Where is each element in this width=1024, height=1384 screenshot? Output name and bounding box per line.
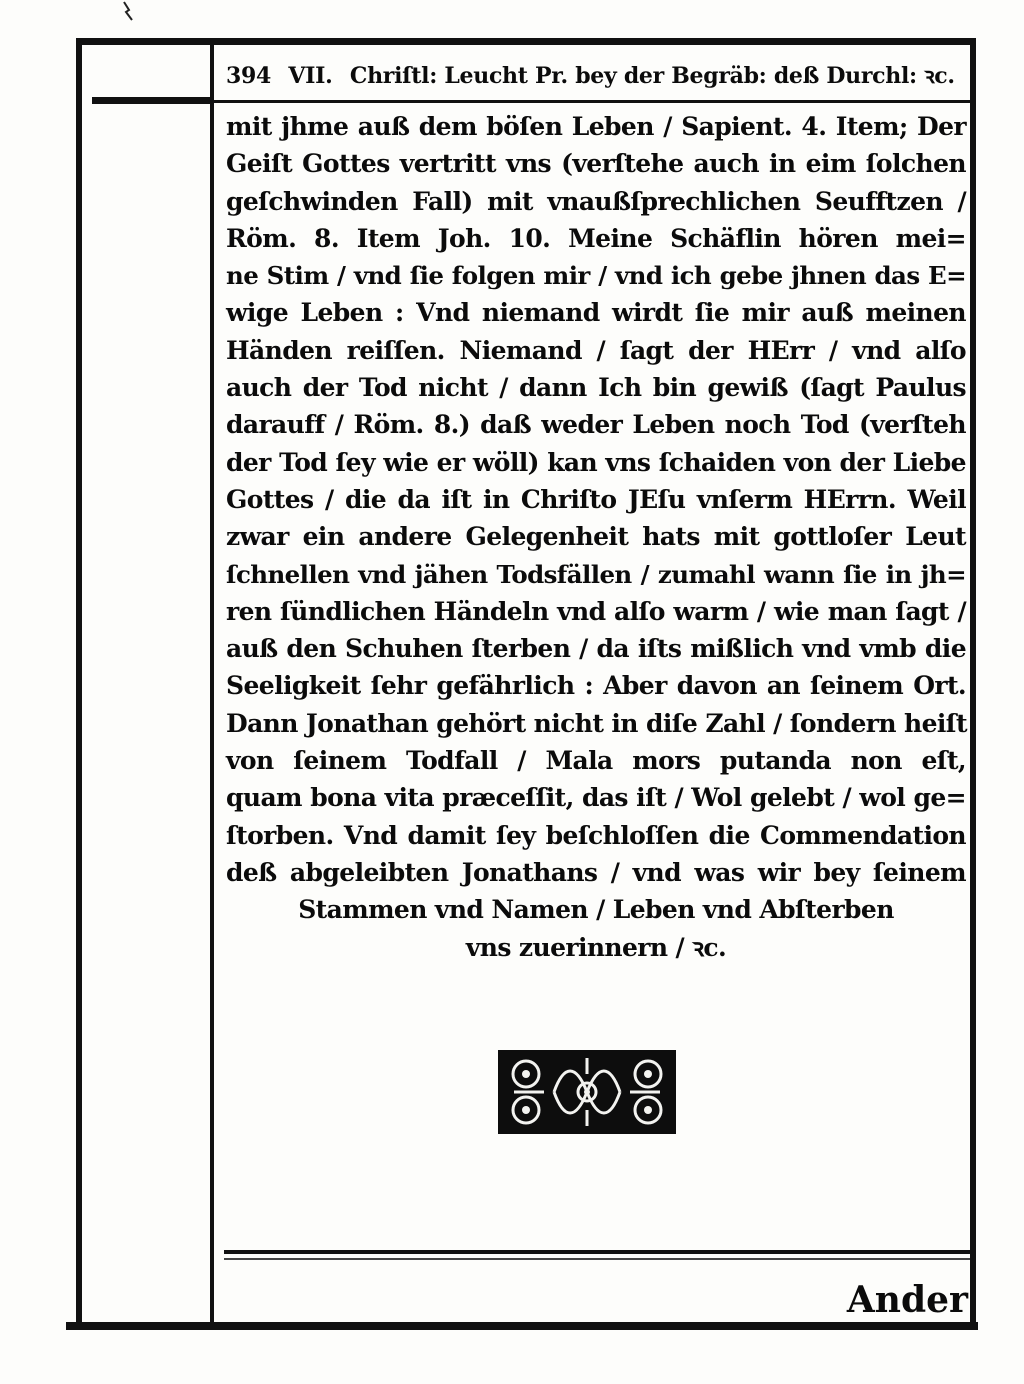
text-line: auch der Tod nicht / dann Ich bin gewiß (ſagt Paulus (226, 373, 966, 403)
text-line: Gottes / die da iſt in Chriſto JEſu vnſerm HErrn. Weil (226, 484, 966, 514)
footer-rule-thin (224, 1258, 970, 1260)
text-line: ſchnellen vnd jähen Todsfällen / zumahl wann ſie in jh= (226, 559, 966, 589)
closing-line: vns zuerinnern / ꝛc. (465, 932, 727, 962)
running-head-title: Chriſtl: Leucht Pr. bey der Begräb: deß Durchl: ꝛc. (349, 63, 955, 89)
header-rule (214, 100, 970, 103)
text-line: wige Leben : Vnd niemand wirdt ſie mir auß meinen (226, 298, 966, 328)
text-line: von ſeinem Todfall / Mala mors putanda non eſt, (226, 746, 966, 776)
chapter-number: VII. (288, 63, 333, 89)
text-line: deß abgeleibten Jonathans / vnd was wir bey ſeinem (226, 857, 966, 887)
text-line: zwar ein andere Gelegenheit hats mit gottloſer Leut (226, 522, 966, 552)
closing-line: Stammen vnd Namen / Leben vnd Abſterben (298, 895, 894, 925)
text-line: Seeligkeit ſehr gefährlich : Aber davon an ſeinem Ort. (226, 671, 966, 701)
text-line: darauff / Röm. 8.) daß weder Leben noch Tod (verſteh (226, 410, 966, 440)
frame-bottom-rule (66, 1322, 978, 1330)
frame-left-rule (76, 38, 82, 1328)
text-line: Händen reiſſen. Niemand / ſagt der HErr / vnd alſo (226, 335, 966, 365)
text-line: Dann Jonathan gehört nicht in diſe Zahl / ſondern heiſt (226, 708, 967, 738)
text-line: Geiſt Gottes vertritt vns (verſtehe auch in eim ſolchen (226, 149, 966, 179)
ink-mark (120, 0, 136, 22)
fleuron-ornament-icon (494, 1044, 680, 1140)
catchword: Ander (846, 1279, 968, 1321)
running-head (226, 56, 966, 96)
text-line: der Tod ſey wie er wöll) kan vns ſchaiden von der Liebe (226, 447, 966, 477)
frame-right-rule (970, 38, 976, 1328)
margin-dash-rule (92, 97, 210, 104)
text-line: geſchwinden Fall) mit vnaußſprechlichen Seufftzen / (226, 186, 966, 216)
page-number: 394 (226, 63, 272, 89)
text-line: ne Stim / vnd ſie folgen mir / vnd ich gebe jhnen das E= (226, 261, 966, 291)
text-line: Röm. 8. Item Joh. 10. Meine Schäflin hören mei= (226, 223, 966, 253)
margin-column-rule (210, 42, 214, 1326)
text-line: mit jhme auß dem böſen Leben / Sapient. 4. Item; Der (226, 112, 966, 141)
text-line: auß den Schuhen ſterben / da iſts mißlich vnd vmb die (226, 634, 966, 664)
body-text (226, 108, 966, 966)
text-line: ren ſündlichen Händeln vnd alſo warm / wie man ſagt / (226, 596, 966, 626)
text-line: ſtorben. Vnd damit ſey beſchloſſen die Commendation (226, 820, 966, 850)
text-line: quam bona vita præceſſit, das iſt / Wol gelebt / wol ge= (226, 783, 966, 813)
footer-rule (224, 1250, 970, 1254)
